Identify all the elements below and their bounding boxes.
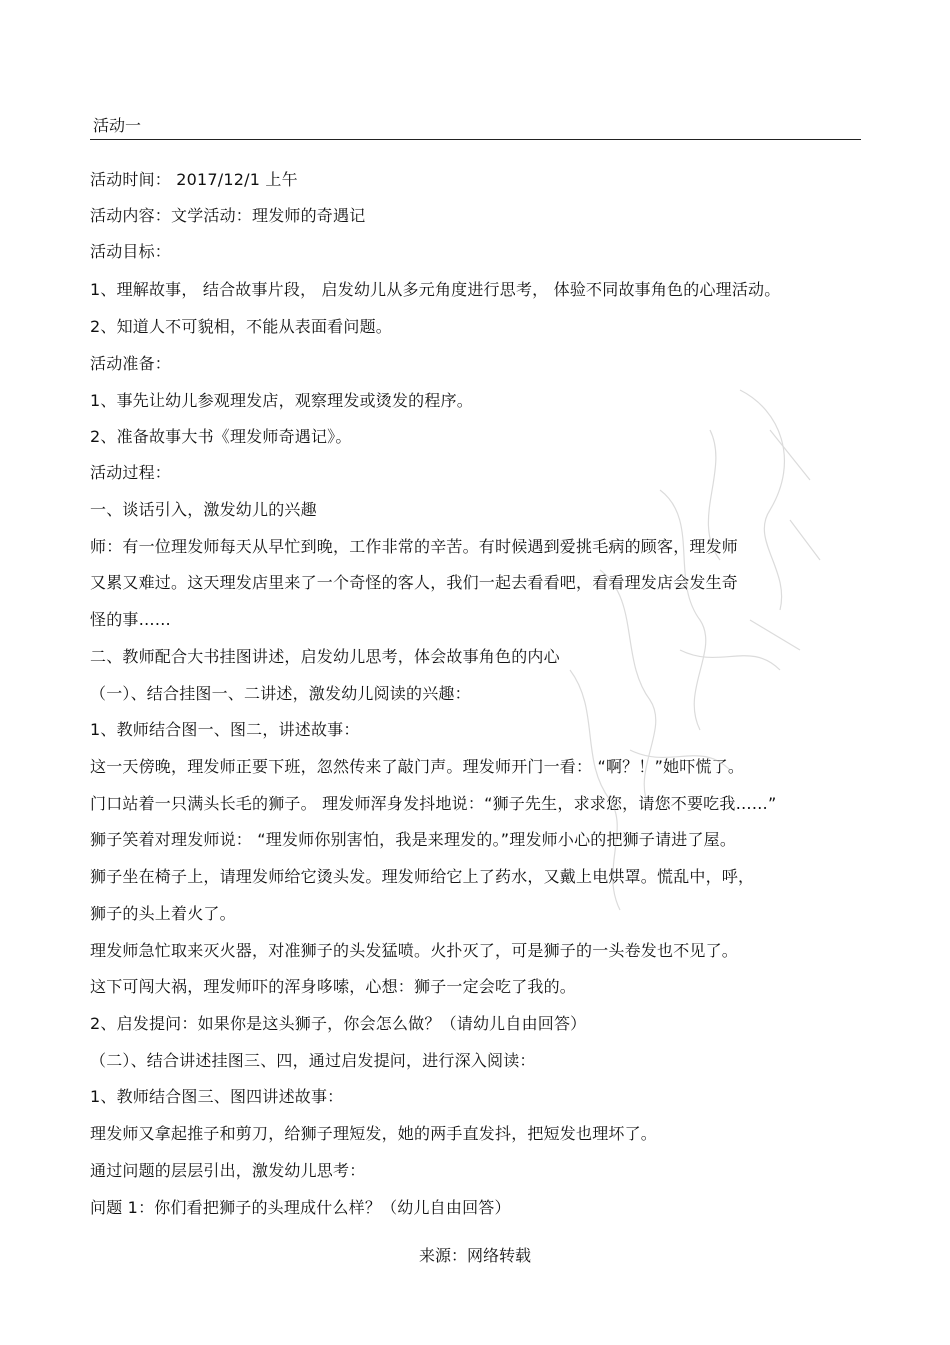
text-line: 这一天傍晚，理发师正要下班，忽然传来了敲门声。理发师开门一看： “啊？！”她吓慌了。 [90, 757, 745, 776]
footer-source: 来源：网络转载 [418, 1246, 531, 1265]
text-line: 二、教师配合大书挂图讲述，启发幼儿思考，体会故事角色的内心 [90, 647, 560, 666]
text-line: 2、知道人不可貌相，不能从表面看问题。 [90, 317, 392, 336]
text-line: 理发师又拿起推子和剪刀，给狮子理短发，她的两手直发抖，把短发也理坏了。 [90, 1124, 658, 1143]
text-line: （二）、结合讲述挂图三、四，通过启发提问，进行深入阅读： [90, 1051, 536, 1070]
text-line: 门口站着一只满头长毛的狮子。 理发师浑身发抖地说：“狮子先生，求求您，请您不要吃我……” [90, 794, 777, 813]
text-line: 狮子的头上着火了。 [90, 904, 236, 923]
text-line: （一）、结合挂图一、二讲述，激发幼儿阅读的兴趣： [90, 684, 471, 703]
text-line: 1、理解故事， 结合故事片段， 启发幼儿从多元角度进行思考， 体验不同故事角色的心理活动。 [90, 280, 781, 299]
text-line: 1、教师结合图三、图四讲述故事： [90, 1087, 344, 1106]
text-line: 1、教师结合图一、图二，讲述故事： [90, 720, 360, 739]
text-line: 2、启发提问：如果你是这头狮子，你会怎么做？（请幼儿自由回答） [90, 1014, 587, 1033]
text-line: 2、准备故事大书《理发师奇遇记》。 [90, 427, 352, 446]
header-rule [90, 139, 861, 140]
text-line: 怪的事…… [90, 610, 172, 629]
text-line: 这下可闯大祸，理发师吓的浑身哆嗦，心想：狮子一定会吃了我的。 [90, 977, 577, 996]
text-line: 问题 1：你们看把狮子的头理成什么样？（幼儿自由回答） [90, 1198, 511, 1217]
text-line: 师：有一位理发师每天从早忙到晚，工作非常的辛苦。有时候遇到爱挑毛病的顾客，理发师 [90, 537, 739, 556]
text-line: 理发师急忙取来灭火器，对准狮子的头发猛喷。火扑灭了，可是狮子的一头卷发也不见了。 [90, 941, 739, 960]
text-line: 狮子笑着对理发师说： “理发师你别害怕，我是来理发的。”理发师小心的把狮子请进了屋。 [90, 830, 737, 849]
text-line: 活动目标： [90, 242, 172, 261]
text-line: 活动过程： [90, 463, 172, 482]
text-line: 活动内容：文学活动：理发师的奇遇记 [90, 206, 366, 225]
text-line: 又累又难过。这天理发店里来了一个奇怪的客人，我们一起去看看吧，看看理发店会发生奇 [90, 573, 739, 592]
text-line: 通过问题的层层引出，激发幼儿思考： [90, 1161, 366, 1180]
text-line: 狮子坐在椅子上，请理发师给它烫头发。理发师给它上了药水，又戴上电烘罩。慌乱中，呼， [90, 867, 755, 886]
header-title: 活动一 [93, 116, 142, 135]
text-line: 1、事先让幼儿参观理发店，观察理发或烫发的程序。 [90, 391, 473, 410]
text-line: 一、谈话引入，激发幼儿的兴趣 [90, 500, 317, 519]
text-line: 活动时间： 2017/12/1 上午 [90, 170, 298, 189]
text-line: 活动准备： [90, 354, 172, 373]
